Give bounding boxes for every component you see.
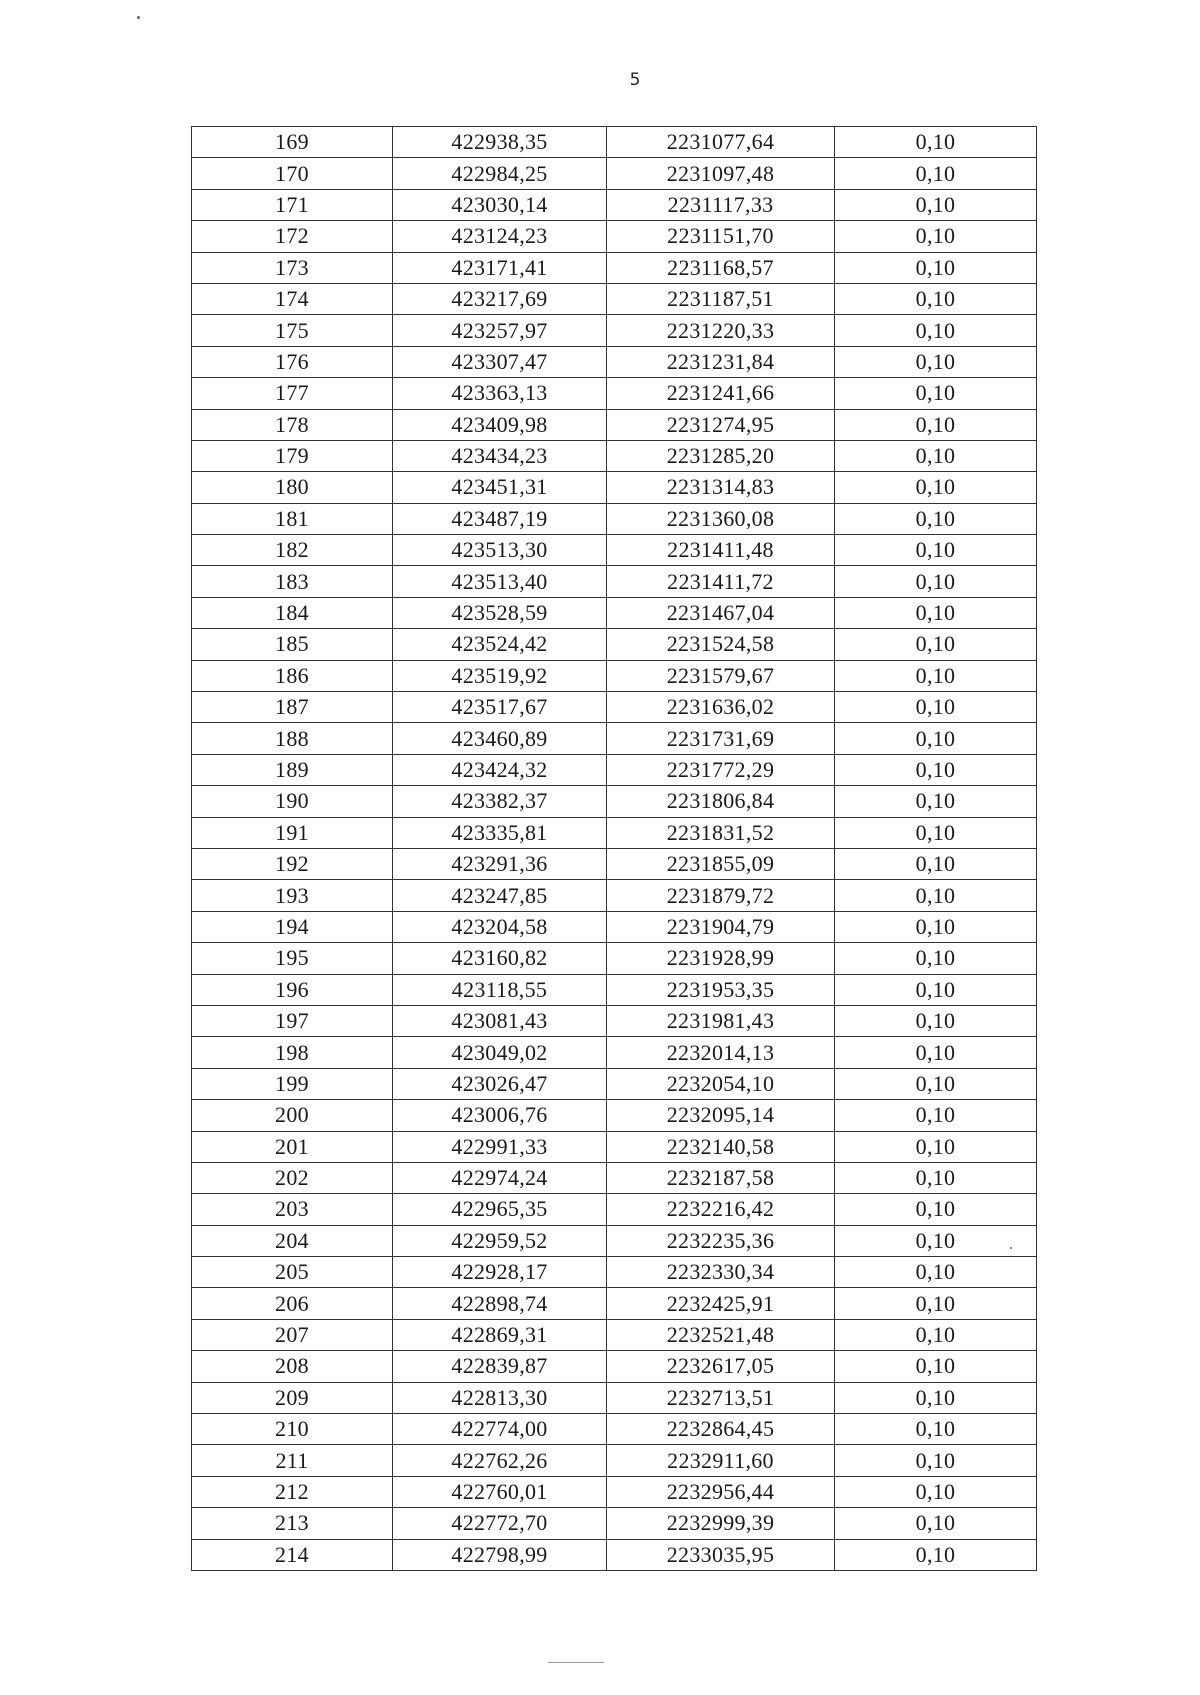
table-row bbox=[192, 1068, 1037, 1099]
error-value-cell: 0,10 bbox=[835, 911, 1037, 942]
y-coordinate-cell: 2231904,79 bbox=[607, 911, 835, 942]
error-value-cell: 0,10 bbox=[835, 754, 1037, 785]
table-row bbox=[192, 158, 1037, 189]
page-number: 5 bbox=[629, 70, 641, 90]
point-number-cell: 212 bbox=[192, 1476, 393, 1507]
table-row bbox=[192, 1005, 1037, 1036]
x-coordinate-cell: 422959,52 bbox=[393, 1225, 607, 1256]
y-coordinate-cell: 2231241,66 bbox=[607, 378, 835, 409]
y-coordinate-cell: 2231187,51 bbox=[607, 283, 835, 314]
x-coordinate-cell: 422984,25 bbox=[393, 158, 607, 189]
point-number-cell: 198 bbox=[192, 1037, 393, 1068]
point-number-cell: 170 bbox=[192, 158, 393, 189]
y-coordinate-cell: 2232054,10 bbox=[607, 1068, 835, 1099]
table-row bbox=[192, 1100, 1037, 1131]
error-value-cell: 0,10 bbox=[835, 692, 1037, 723]
point-number-cell: 185 bbox=[192, 629, 393, 660]
scan-mark bbox=[548, 1662, 604, 1663]
x-coordinate-cell: 423247,85 bbox=[393, 880, 607, 911]
x-coordinate-cell: 422991,33 bbox=[393, 1131, 607, 1162]
y-coordinate-cell: 2232521,48 bbox=[607, 1319, 835, 1350]
x-coordinate-cell: 423124,23 bbox=[393, 221, 607, 252]
x-coordinate-cell: 423513,30 bbox=[393, 535, 607, 566]
point-number-cell: 191 bbox=[192, 817, 393, 848]
y-coordinate-cell: 2231117,33 bbox=[607, 189, 835, 220]
y-coordinate-cell: 2231314,83 bbox=[607, 472, 835, 503]
error-value-cell: 0,10 bbox=[835, 158, 1037, 189]
point-number-cell: 173 bbox=[192, 252, 393, 283]
point-number-cell: 179 bbox=[192, 440, 393, 471]
error-value-cell: 0,10 bbox=[835, 597, 1037, 628]
table-row bbox=[192, 1131, 1037, 1162]
table-row bbox=[192, 472, 1037, 503]
error-value-cell: 0,10 bbox=[835, 943, 1037, 974]
x-coordinate-cell: 423424,32 bbox=[393, 754, 607, 785]
error-value-cell: 0,10 bbox=[835, 1288, 1037, 1319]
error-value-cell: 0,10 bbox=[835, 566, 1037, 597]
x-coordinate-cell: 422974,24 bbox=[393, 1162, 607, 1193]
table-row bbox=[192, 1288, 1037, 1319]
x-coordinate-cell: 422774,00 bbox=[393, 1414, 607, 1445]
x-coordinate-cell: 423026,47 bbox=[393, 1068, 607, 1099]
point-number-cell: 193 bbox=[192, 880, 393, 911]
table-row bbox=[192, 1257, 1037, 1288]
table-row bbox=[192, 127, 1037, 158]
point-number-cell: 174 bbox=[192, 283, 393, 314]
point-number-cell: 192 bbox=[192, 848, 393, 879]
point-number-cell: 201 bbox=[192, 1131, 393, 1162]
y-coordinate-cell: 2232617,05 bbox=[607, 1351, 835, 1382]
error-value-cell: 0,10 bbox=[835, 221, 1037, 252]
x-coordinate-cell: 423363,13 bbox=[393, 378, 607, 409]
x-coordinate-cell: 423528,59 bbox=[393, 597, 607, 628]
point-number-cell: 190 bbox=[192, 786, 393, 817]
table-row bbox=[192, 629, 1037, 660]
y-coordinate-cell: 2232999,39 bbox=[607, 1508, 835, 1539]
error-value-cell: 0,10 bbox=[835, 786, 1037, 817]
error-value-cell: 0,10 bbox=[835, 1508, 1037, 1539]
error-value-cell: 0,10 bbox=[835, 629, 1037, 660]
error-value-cell: 0,10 bbox=[835, 409, 1037, 440]
table-row bbox=[192, 346, 1037, 377]
y-coordinate-cell: 2231928,99 bbox=[607, 943, 835, 974]
table-row bbox=[192, 1445, 1037, 1476]
table-row bbox=[192, 848, 1037, 879]
table-row bbox=[192, 252, 1037, 283]
point-number-cell: 205 bbox=[192, 1257, 393, 1288]
y-coordinate-cell: 2231411,48 bbox=[607, 535, 835, 566]
y-coordinate-cell: 2231411,72 bbox=[607, 566, 835, 597]
y-coordinate-cell: 2232095,14 bbox=[607, 1100, 835, 1131]
y-coordinate-cell: 2231731,69 bbox=[607, 723, 835, 754]
error-value-cell: 0,10 bbox=[835, 848, 1037, 879]
x-coordinate-cell: 422965,35 bbox=[393, 1194, 607, 1225]
y-coordinate-cell: 2231981,43 bbox=[607, 1005, 835, 1036]
error-value-cell: 0,10 bbox=[835, 315, 1037, 346]
y-coordinate-cell: 2231579,67 bbox=[607, 660, 835, 691]
y-coordinate-cell: 2232911,60 bbox=[607, 1445, 835, 1476]
point-number-cell: 175 bbox=[192, 315, 393, 346]
x-coordinate-cell: 423524,42 bbox=[393, 629, 607, 660]
point-number-cell: 210 bbox=[192, 1414, 393, 1445]
table-row bbox=[192, 1476, 1037, 1507]
y-coordinate-cell: 2232425,91 bbox=[607, 1288, 835, 1319]
point-number-cell: 178 bbox=[192, 409, 393, 440]
error-value-cell: 0,10 bbox=[835, 723, 1037, 754]
point-number-cell: 187 bbox=[192, 692, 393, 723]
table-row bbox=[192, 786, 1037, 817]
error-value-cell: 0,10 bbox=[835, 535, 1037, 566]
y-coordinate-cell: 2232330,34 bbox=[607, 1257, 835, 1288]
table-row bbox=[192, 378, 1037, 409]
error-value-cell: 0,10 bbox=[835, 1162, 1037, 1193]
x-coordinate-cell: 423451,31 bbox=[393, 472, 607, 503]
x-coordinate-cell: 423513,40 bbox=[393, 566, 607, 597]
y-coordinate-cell: 2231274,95 bbox=[607, 409, 835, 440]
x-coordinate-cell: 422839,87 bbox=[393, 1351, 607, 1382]
error-value-cell: 0,10 bbox=[835, 378, 1037, 409]
point-number-cell: 182 bbox=[192, 535, 393, 566]
table-row bbox=[192, 1037, 1037, 1068]
x-coordinate-cell: 423118,55 bbox=[393, 974, 607, 1005]
point-number-cell: 204 bbox=[192, 1225, 393, 1256]
y-coordinate-cell: 2231077,64 bbox=[607, 127, 835, 158]
point-number-cell: 199 bbox=[192, 1068, 393, 1099]
table-row bbox=[192, 754, 1037, 785]
table-row bbox=[192, 597, 1037, 628]
y-coordinate-cell: 2232235,36 bbox=[607, 1225, 835, 1256]
error-value-cell: 0,10 bbox=[835, 1476, 1037, 1507]
table-row bbox=[192, 1414, 1037, 1445]
point-number-cell: 184 bbox=[192, 597, 393, 628]
table-row bbox=[192, 660, 1037, 691]
x-coordinate-cell: 422869,31 bbox=[393, 1319, 607, 1350]
table-row bbox=[192, 974, 1037, 1005]
error-value-cell: 0,10 bbox=[835, 817, 1037, 848]
y-coordinate-cell: 2231831,52 bbox=[607, 817, 835, 848]
table-row bbox=[192, 1351, 1037, 1382]
table-row bbox=[192, 1225, 1037, 1256]
x-coordinate-cell: 423382,37 bbox=[393, 786, 607, 817]
x-coordinate-cell: 422928,17 bbox=[393, 1257, 607, 1288]
point-number-cell: 196 bbox=[192, 974, 393, 1005]
error-value-cell: 0,10 bbox=[835, 1225, 1037, 1256]
error-value-cell: 0,10 bbox=[835, 1194, 1037, 1225]
y-coordinate-cell: 2231151,70 bbox=[607, 221, 835, 252]
table-row bbox=[192, 692, 1037, 723]
y-coordinate-cell: 2232713,51 bbox=[607, 1382, 835, 1413]
y-coordinate-cell: 2231524,58 bbox=[607, 629, 835, 660]
x-coordinate-cell: 422772,70 bbox=[393, 1508, 607, 1539]
point-number-cell: 197 bbox=[192, 1005, 393, 1036]
error-value-cell: 0,10 bbox=[835, 472, 1037, 503]
x-coordinate-cell: 423217,69 bbox=[393, 283, 607, 314]
point-number-cell: 213 bbox=[192, 1508, 393, 1539]
y-coordinate-cell: 2231467,04 bbox=[607, 597, 835, 628]
x-coordinate-cell: 423049,02 bbox=[393, 1037, 607, 1068]
point-number-cell: 171 bbox=[192, 189, 393, 220]
x-coordinate-cell: 423030,14 bbox=[393, 189, 607, 220]
table-body bbox=[192, 127, 1037, 1571]
x-coordinate-cell: 423257,97 bbox=[393, 315, 607, 346]
error-value-cell: 0,10 bbox=[835, 1539, 1037, 1570]
table-row bbox=[192, 503, 1037, 534]
table-row bbox=[192, 723, 1037, 754]
table-row bbox=[192, 535, 1037, 566]
point-number-cell: 186 bbox=[192, 660, 393, 691]
error-value-cell: 0,10 bbox=[835, 440, 1037, 471]
x-coordinate-cell: 422813,30 bbox=[393, 1382, 607, 1413]
error-value-cell: 0,10 bbox=[835, 1445, 1037, 1476]
table-row bbox=[192, 1382, 1037, 1413]
x-coordinate-cell: 423434,23 bbox=[393, 440, 607, 471]
error-value-cell: 0,10 bbox=[835, 1382, 1037, 1413]
y-coordinate-cell: 2231879,72 bbox=[607, 880, 835, 911]
error-value-cell: 0,10 bbox=[835, 1414, 1037, 1445]
point-number-cell: 183 bbox=[192, 566, 393, 597]
x-coordinate-cell: 423291,36 bbox=[393, 848, 607, 879]
x-coordinate-cell: 423487,19 bbox=[393, 503, 607, 534]
y-coordinate-cell: 2231097,48 bbox=[607, 158, 835, 189]
x-coordinate-cell: 422762,26 bbox=[393, 1445, 607, 1476]
y-coordinate-cell: 2231285,20 bbox=[607, 440, 835, 471]
table-row bbox=[192, 943, 1037, 974]
error-value-cell: 0,10 bbox=[835, 1257, 1037, 1288]
point-number-cell: 207 bbox=[192, 1319, 393, 1350]
x-coordinate-cell: 423335,81 bbox=[393, 817, 607, 848]
y-coordinate-cell: 2233035,95 bbox=[607, 1539, 835, 1570]
point-number-cell: 177 bbox=[192, 378, 393, 409]
y-coordinate-cell: 2231855,09 bbox=[607, 848, 835, 879]
error-value-cell: 0,10 bbox=[835, 974, 1037, 1005]
y-coordinate-cell: 2232187,58 bbox=[607, 1162, 835, 1193]
y-coordinate-cell: 2231772,29 bbox=[607, 754, 835, 785]
y-coordinate-cell: 2232864,45 bbox=[607, 1414, 835, 1445]
table-row bbox=[192, 440, 1037, 471]
point-number-cell: 209 bbox=[192, 1382, 393, 1413]
point-number-cell: 194 bbox=[192, 911, 393, 942]
table-row bbox=[192, 1194, 1037, 1225]
x-coordinate-cell: 423171,41 bbox=[393, 252, 607, 283]
scan-speck bbox=[137, 16, 140, 19]
point-number-cell: 189 bbox=[192, 754, 393, 785]
error-value-cell: 0,10 bbox=[835, 1037, 1037, 1068]
error-value-cell: 0,10 bbox=[835, 1068, 1037, 1099]
scan-speck bbox=[1010, 1247, 1012, 1249]
error-value-cell: 0,10 bbox=[835, 283, 1037, 314]
error-value-cell: 0,10 bbox=[835, 252, 1037, 283]
y-coordinate-cell: 2231231,84 bbox=[607, 346, 835, 377]
table-row bbox=[192, 1508, 1037, 1539]
point-number-cell: 176 bbox=[192, 346, 393, 377]
point-number-cell: 214 bbox=[192, 1539, 393, 1570]
x-coordinate-cell: 423517,67 bbox=[393, 692, 607, 723]
table-row bbox=[192, 315, 1037, 346]
table-row bbox=[192, 880, 1037, 911]
y-coordinate-cell: 2232216,42 bbox=[607, 1194, 835, 1225]
x-coordinate-cell: 423307,47 bbox=[393, 346, 607, 377]
point-number-cell: 195 bbox=[192, 943, 393, 974]
point-number-cell: 202 bbox=[192, 1162, 393, 1193]
error-value-cell: 0,10 bbox=[835, 346, 1037, 377]
point-number-cell: 200 bbox=[192, 1100, 393, 1131]
y-coordinate-cell: 2232956,44 bbox=[607, 1476, 835, 1507]
point-number-cell: 169 bbox=[192, 127, 393, 158]
x-coordinate-cell: 422898,74 bbox=[393, 1288, 607, 1319]
x-coordinate-cell: 423204,58 bbox=[393, 911, 607, 942]
y-coordinate-cell: 2231220,33 bbox=[607, 315, 835, 346]
y-coordinate-cell: 2232014,13 bbox=[607, 1037, 835, 1068]
error-value-cell: 0,10 bbox=[835, 503, 1037, 534]
point-number-cell: 180 bbox=[192, 472, 393, 503]
table-row bbox=[192, 1319, 1037, 1350]
x-coordinate-cell: 423006,76 bbox=[393, 1100, 607, 1131]
y-coordinate-cell: 2232140,58 bbox=[607, 1131, 835, 1162]
x-coordinate-cell: 422760,01 bbox=[393, 1476, 607, 1507]
x-coordinate-cell: 423160,82 bbox=[393, 943, 607, 974]
error-value-cell: 0,10 bbox=[835, 1100, 1037, 1131]
point-number-cell: 181 bbox=[192, 503, 393, 534]
x-coordinate-cell: 423409,98 bbox=[393, 409, 607, 440]
error-value-cell: 0,10 bbox=[835, 660, 1037, 691]
table-row bbox=[192, 1162, 1037, 1193]
error-value-cell: 0,10 bbox=[835, 880, 1037, 911]
table-row bbox=[192, 1539, 1037, 1570]
point-number-cell: 188 bbox=[192, 723, 393, 754]
error-value-cell: 0,10 bbox=[835, 1319, 1037, 1350]
point-number-cell: 206 bbox=[192, 1288, 393, 1319]
y-coordinate-cell: 2231636,02 bbox=[607, 692, 835, 723]
x-coordinate-cell: 422938,35 bbox=[393, 127, 607, 158]
table-row bbox=[192, 566, 1037, 597]
error-value-cell: 0,10 bbox=[835, 127, 1037, 158]
error-value-cell: 0,10 bbox=[835, 1351, 1037, 1382]
coordinates-table bbox=[191, 126, 1037, 1571]
point-number-cell: 211 bbox=[192, 1445, 393, 1476]
y-coordinate-cell: 2231806,84 bbox=[607, 786, 835, 817]
y-coordinate-cell: 2231953,35 bbox=[607, 974, 835, 1005]
table-row bbox=[192, 221, 1037, 252]
table-row bbox=[192, 189, 1037, 220]
error-value-cell: 0,10 bbox=[835, 1131, 1037, 1162]
point-number-cell: 203 bbox=[192, 1194, 393, 1225]
table-row bbox=[192, 283, 1037, 314]
error-value-cell: 0,10 bbox=[835, 1005, 1037, 1036]
x-coordinate-cell: 423519,92 bbox=[393, 660, 607, 691]
table-row bbox=[192, 409, 1037, 440]
x-coordinate-cell: 423460,89 bbox=[393, 723, 607, 754]
x-coordinate-cell: 423081,43 bbox=[393, 1005, 607, 1036]
y-coordinate-cell: 2231360,08 bbox=[607, 503, 835, 534]
error-value-cell: 0,10 bbox=[835, 189, 1037, 220]
point-number-cell: 172 bbox=[192, 221, 393, 252]
y-coordinate-cell: 2231168,57 bbox=[607, 252, 835, 283]
point-number-cell: 208 bbox=[192, 1351, 393, 1382]
x-coordinate-cell: 422798,99 bbox=[393, 1539, 607, 1570]
table-row bbox=[192, 817, 1037, 848]
table-row bbox=[192, 911, 1037, 942]
